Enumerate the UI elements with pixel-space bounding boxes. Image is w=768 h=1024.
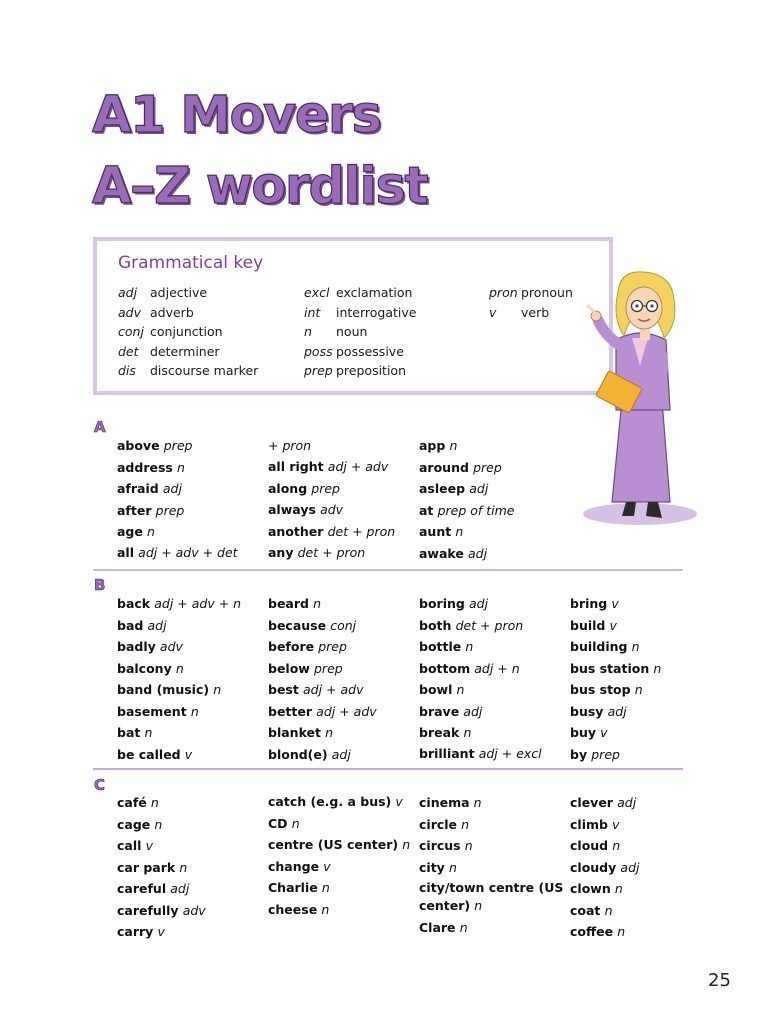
word-class: n — [402, 836, 411, 852]
key-entry — [118, 283, 258, 303]
word-class: v — [611, 596, 619, 611]
word-entry — [117, 858, 262, 880]
headword: by — [570, 746, 588, 762]
headword: careful — [117, 881, 167, 896]
word-entry — [570, 680, 715, 702]
word-entry — [419, 501, 564, 523]
headword: change — [268, 858, 320, 874]
word-entry — [419, 594, 564, 616]
word-class: prep — [163, 438, 193, 453]
word-entry — [268, 857, 413, 879]
teacher-illustration — [582, 270, 707, 530]
word-entry — [419, 745, 564, 763]
word-entry — [117, 922, 262, 944]
word-entry — [570, 793, 715, 815]
headword: cheese — [268, 901, 318, 917]
key-entry — [304, 303, 416, 323]
word-class: adj — [607, 703, 627, 719]
section-c-column-4 — [570, 793, 715, 944]
word-class: adj + adv — [302, 682, 364, 697]
headword: app — [419, 438, 446, 453]
word-entry — [117, 479, 262, 501]
headword: car park — [117, 859, 176, 875]
word-class: adj — [469, 481, 489, 496]
word-class: n — [455, 524, 464, 539]
word-class: n — [463, 725, 472, 740]
word-class: n — [465, 639, 474, 654]
word-class: n — [604, 902, 613, 918]
word-entry — [117, 616, 262, 638]
headword: circus — [419, 838, 461, 853]
headword: buy — [570, 725, 596, 740]
key-abbreviation: v — [489, 304, 497, 320]
word-class: prep — [155, 502, 185, 518]
section-letter-b: B — [94, 576, 106, 594]
word-entry — [117, 793, 262, 815]
word-class: n — [213, 682, 222, 697]
page-number: 25 — [708, 970, 731, 991]
word-class: n — [154, 816, 163, 832]
word-class: adj + n — [474, 660, 520, 676]
headword: badly — [117, 639, 156, 654]
word-entry — [419, 458, 564, 480]
word-entry — [268, 543, 413, 565]
word-class: v — [395, 794, 403, 809]
headword: around — [419, 459, 469, 475]
word-entry — [419, 858, 564, 880]
section-c-column-2 — [268, 793, 413, 921]
word-entry — [419, 637, 564, 659]
word-class: n — [144, 725, 153, 740]
word-entry — [268, 723, 413, 745]
word-entry — [419, 879, 564, 915]
word-class: n — [321, 901, 330, 917]
key-abbreviation: det — [118, 343, 139, 359]
headword: along — [268, 480, 308, 496]
headword: address — [117, 459, 173, 475]
headword: be called — [117, 746, 181, 762]
headword: catch (e.g. a bus) — [268, 794, 392, 809]
word-entry — [117, 680, 262, 702]
headword: awake — [419, 545, 464, 561]
key-meaning: conjunction — [150, 324, 223, 339]
word-entry — [117, 544, 262, 562]
headword: any — [268, 545, 294, 560]
word-class: adj — [331, 746, 351, 762]
divider-bc — [93, 768, 683, 770]
section-c-column-3 — [419, 793, 564, 940]
headword: bowl — [419, 682, 453, 697]
key-entry — [118, 322, 258, 342]
word-class: n — [614, 881, 623, 896]
headword: carry — [117, 924, 154, 939]
headword: climb — [570, 816, 608, 832]
key-meaning: interrogative — [336, 304, 417, 320]
word-entry — [268, 793, 413, 811]
key-entry — [304, 283, 416, 303]
word-class: n — [461, 816, 470, 832]
word-entry — [268, 479, 413, 501]
section-a-column-1 — [117, 436, 262, 565]
headword: bad — [117, 617, 144, 633]
word-entry — [117, 501, 262, 523]
headword: Clare — [419, 920, 456, 935]
word-class: v — [157, 924, 165, 939]
word-class: v — [323, 858, 331, 874]
word-class: adv — [159, 639, 183, 654]
word-entry — [570, 637, 715, 659]
key-abbreviation: int — [304, 304, 321, 320]
page-title-line1: A1 Movers — [92, 86, 381, 145]
key-meaning: verb — [521, 304, 550, 320]
word-class: det + pron — [455, 617, 524, 633]
word-class: adj + adv — [327, 458, 389, 474]
word-entry — [419, 918, 564, 940]
word-class: adj — [468, 545, 488, 561]
word-entry — [117, 594, 262, 616]
word-entry — [268, 522, 413, 544]
word-entry — [419, 723, 564, 745]
word-class: prep — [314, 660, 343, 676]
word-class: n — [464, 838, 473, 853]
headword: call — [117, 838, 142, 853]
headword: brave — [419, 703, 460, 719]
headword: after — [117, 502, 152, 518]
headword: better — [268, 703, 313, 719]
headword: café — [117, 795, 147, 810]
word-class: v — [184, 746, 193, 762]
word-class: n — [147, 524, 155, 539]
word-entry — [268, 745, 413, 767]
headword: both — [419, 617, 452, 633]
word-entry — [419, 436, 564, 458]
word-class: adj — [463, 703, 483, 719]
key-abbreviation: adv — [118, 304, 141, 320]
word-class: prep — [473, 459, 502, 475]
key-abbreviation: pron — [489, 285, 518, 300]
word-entry — [268, 659, 413, 681]
word-entry — [117, 901, 262, 923]
headword: below — [268, 660, 310, 676]
page-title-line2: A–Z wordlist — [92, 157, 428, 216]
word-class: adv — [320, 502, 344, 517]
headword: circle — [419, 816, 458, 832]
word-entry — [117, 745, 262, 767]
word-entry — [268, 616, 413, 638]
word-entry — [570, 594, 715, 616]
word-entry — [117, 815, 262, 837]
headword: beard — [268, 596, 309, 611]
word-entry — [268, 702, 413, 724]
word-entry — [419, 680, 564, 702]
headword: always — [268, 502, 316, 517]
word-class: adj + adv — [316, 703, 377, 719]
word-class: n — [179, 859, 188, 875]
word-entry — [419, 616, 564, 638]
word-entry — [570, 858, 715, 880]
word-class: n — [459, 920, 468, 935]
section-b-column-4 — [570, 594, 715, 766]
section-c-column-1 — [117, 793, 262, 944]
key-entry — [118, 303, 258, 323]
word-entry — [570, 745, 715, 767]
section-letter-a: A — [94, 418, 106, 436]
grammatical-key-heading: Grammatical key — [118, 253, 264, 273]
word-class: n — [473, 795, 482, 810]
word-entry — [570, 901, 715, 923]
word-class: n — [474, 898, 483, 913]
word-class: n — [448, 859, 457, 875]
key-column-2 — [304, 283, 416, 381]
key-entry — [489, 283, 573, 303]
word-class: v — [612, 816, 620, 832]
headword: all — [117, 544, 135, 560]
headword: city — [419, 859, 445, 875]
word-class: adv — [182, 902, 206, 918]
word-entry — [570, 723, 715, 745]
key-meaning: discourse marker — [150, 363, 259, 378]
key-meaning: adverb — [150, 304, 194, 320]
headword: coffee — [570, 924, 614, 939]
headword: clown — [570, 881, 611, 896]
word-entry — [117, 659, 262, 681]
section-letter-c: C — [94, 776, 106, 794]
headword: before — [268, 639, 315, 654]
word-class: n — [321, 880, 330, 895]
headword: centre (US center) — [268, 836, 399, 852]
divider-ab — [93, 569, 683, 571]
word-class: adj — [147, 617, 167, 633]
headword: bat — [117, 725, 141, 740]
word-entry — [268, 594, 413, 616]
grammatical-key-box — [93, 237, 613, 395]
word-class: v — [609, 617, 617, 633]
word-entry — [117, 723, 262, 745]
headword: cloudy — [570, 859, 617, 875]
headword: cage — [117, 816, 151, 832]
word-entry — [117, 836, 262, 858]
headword: bottom — [419, 660, 471, 676]
word-entry — [419, 522, 564, 544]
word-entry — [268, 814, 413, 836]
headword: another — [268, 523, 324, 539]
word-entry — [419, 793, 564, 815]
key-column-3 — [489, 283, 573, 322]
key-abbreviation: poss — [304, 343, 333, 359]
word-entry — [268, 637, 413, 659]
headword: bottle — [419, 639, 462, 654]
word-class: v — [145, 838, 153, 853]
headword: cloud — [570, 838, 609, 853]
word-class: prep — [318, 639, 347, 654]
headword: carefully — [117, 902, 179, 918]
word-class: n — [190, 703, 199, 719]
key-meaning: possessive — [336, 343, 404, 359]
word-entry — [268, 900, 413, 922]
word-class: n — [150, 795, 159, 810]
word-class: n — [313, 596, 322, 611]
word-class: n — [175, 660, 184, 676]
key-entry — [118, 342, 258, 362]
word-class: adj — [620, 859, 640, 875]
headword: boring — [419, 596, 465, 611]
word-class: n — [612, 838, 621, 853]
word-class: n — [291, 816, 300, 831]
word-class: prep — [311, 480, 340, 496]
key-entry — [118, 361, 258, 381]
headword: afraid — [117, 481, 159, 496]
word-class: n — [449, 438, 458, 453]
key-abbreviation: conj — [118, 324, 144, 339]
headword: above — [117, 438, 160, 453]
word-class: n — [456, 682, 465, 697]
word-entry — [570, 616, 715, 638]
key-entry — [304, 322, 416, 342]
word-class: prep of time — [437, 502, 515, 518]
headword: Charlie — [268, 880, 318, 895]
headword: age — [117, 524, 143, 539]
word-entry — [268, 878, 413, 900]
word-class: n — [177, 459, 185, 475]
word-class: n — [634, 682, 643, 697]
headword: best — [268, 682, 299, 697]
headword: build — [570, 617, 606, 633]
headword: blond(e) — [268, 746, 328, 762]
headword: cinema — [419, 795, 470, 810]
headword: aunt — [419, 524, 452, 539]
word-entry — [117, 879, 262, 901]
word-entry — [570, 702, 715, 724]
word-entry — [268, 680, 413, 702]
word-entry — [419, 479, 564, 501]
word-class: n — [653, 660, 662, 676]
headword: CD — [268, 816, 288, 831]
word-entry — [268, 500, 413, 522]
key-abbreviation: prep — [304, 363, 333, 378]
headword: at — [419, 502, 434, 518]
key-abbreviation: dis — [118, 363, 136, 378]
section-a-column-3 — [419, 436, 564, 565]
word-class: conj — [330, 617, 357, 633]
headword: blanket — [268, 725, 321, 740]
headword: coat — [570, 902, 601, 918]
headword: band (music) — [117, 682, 210, 697]
word-class: det + pron — [327, 523, 396, 539]
headword: asleep — [419, 481, 466, 496]
word-class: n — [631, 639, 640, 654]
word-class: prep — [591, 746, 620, 762]
word-class: adj + adv + det — [138, 544, 238, 560]
word-class: adj + excl — [478, 745, 542, 761]
word-class: n — [325, 725, 334, 740]
word-class: det + pron — [297, 545, 366, 560]
headword: back — [117, 596, 151, 611]
word-entry — [570, 815, 715, 837]
word-entry — [419, 815, 564, 837]
headword: balcony — [117, 660, 172, 676]
headword: because — [268, 617, 327, 633]
word-entry — [268, 836, 413, 854]
key-meaning: preposition — [336, 363, 407, 378]
headword: building — [570, 639, 628, 654]
word-entry — [419, 544, 564, 566]
word-entry — [419, 836, 564, 858]
key-meaning: adjective — [150, 285, 208, 300]
headword: city/town centre (US center) — [419, 880, 564, 913]
word-class: adj + adv + n — [154, 596, 242, 611]
word-class: + pron — [268, 438, 312, 453]
headword: bus stop — [570, 682, 631, 697]
headword: busy — [570, 703, 604, 719]
word-entry — [570, 659, 715, 681]
key-meaning: determiner — [150, 343, 220, 359]
key-meaning: exclamation — [336, 285, 413, 300]
word-entry — [570, 922, 715, 944]
word-entry — [419, 702, 564, 724]
section-b-column-1 — [117, 594, 262, 766]
word-entry — [570, 836, 715, 858]
word-entry — [117, 458, 262, 480]
word-class: n — [617, 924, 626, 939]
headword: bus station — [570, 660, 650, 676]
key-entry — [304, 361, 416, 381]
headword: clever — [570, 795, 613, 810]
key-entry — [304, 342, 416, 362]
word-entry — [570, 879, 715, 901]
word-entry — [419, 659, 564, 681]
section-b-column-2 — [268, 594, 413, 766]
word-entry — [117, 702, 262, 724]
section-a-column-2 — [268, 436, 413, 565]
word-class: adj — [162, 481, 182, 496]
key-meaning: noun — [336, 324, 368, 339]
word-class: adj — [468, 596, 489, 611]
key-abbreviation: n — [304, 324, 312, 339]
key-column-1 — [118, 283, 258, 381]
word-entry — [117, 637, 262, 659]
key-abbreviation: excl — [304, 285, 330, 300]
headword: brilliant — [419, 745, 475, 761]
section-b-column-3 — [419, 594, 564, 766]
word-entry — [268, 458, 413, 476]
key-meaning: pronoun — [521, 285, 573, 300]
key-entry — [489, 303, 573, 323]
word-entry — [117, 522, 262, 544]
word-entry — [117, 436, 262, 458]
headword: break — [419, 725, 460, 740]
headword: basement — [117, 703, 187, 719]
word-class: v — [600, 725, 608, 740]
headword: all right — [268, 458, 324, 474]
headword: bring — [570, 596, 608, 611]
word-class: adj — [170, 881, 190, 896]
word-entry — [268, 436, 413, 458]
key-abbreviation: adj — [118, 285, 138, 300]
word-class: adj — [617, 795, 637, 810]
